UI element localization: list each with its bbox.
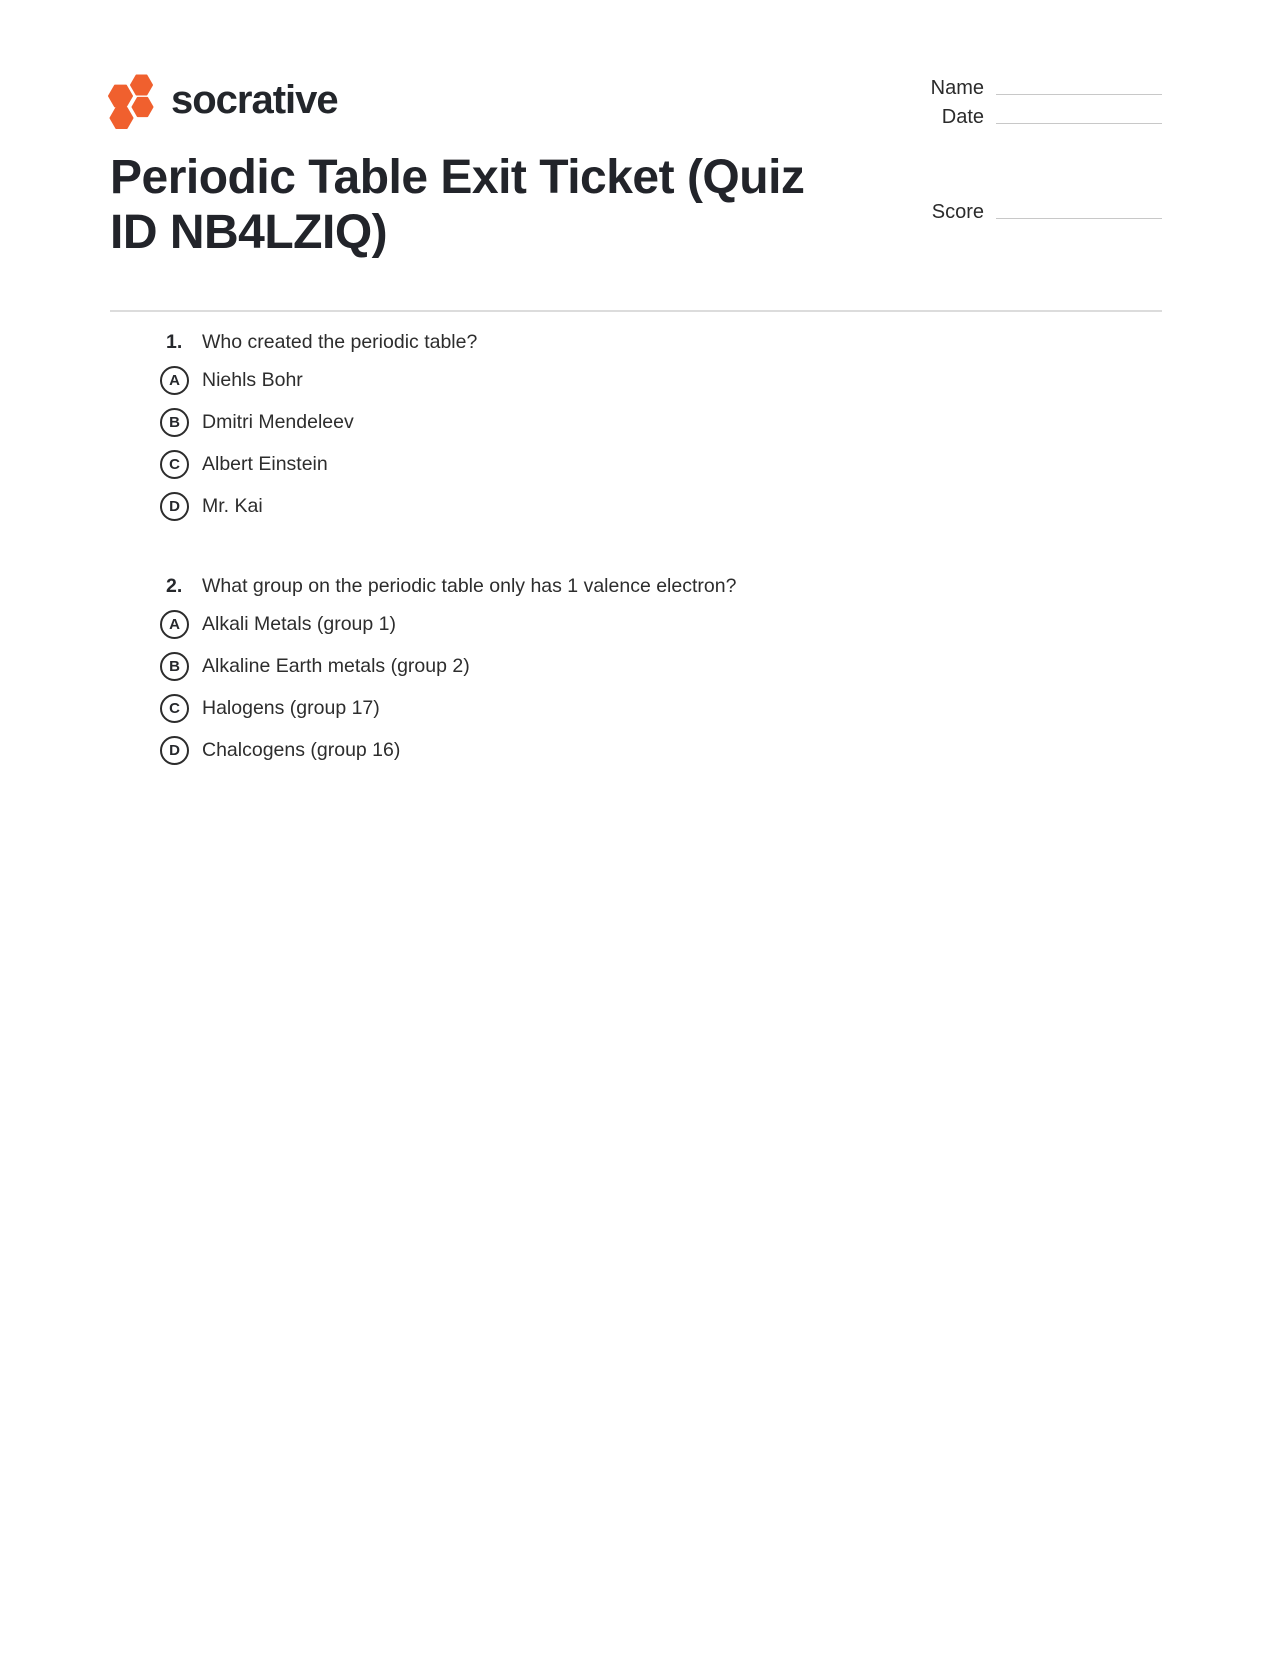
option-bubble-icon xyxy=(160,736,189,765)
brand-wordmark: socrative xyxy=(171,78,338,122)
question-header xyxy=(160,571,1120,601)
option-bubble-icon xyxy=(160,652,189,681)
option-letter: D xyxy=(169,497,180,515)
options-list xyxy=(160,603,1120,771)
question-number: 1. xyxy=(166,330,183,353)
question-header xyxy=(160,327,1120,357)
name-write-in-line xyxy=(996,77,1162,95)
option-bubble-icon xyxy=(160,450,189,479)
option-text: Niehls Bohr xyxy=(202,368,303,391)
question-number: 2. xyxy=(166,574,183,597)
option-letter: C xyxy=(169,699,180,717)
option-letter: B xyxy=(169,657,180,675)
score-field xyxy=(914,198,1162,227)
score-label: Score xyxy=(931,201,984,223)
answer-option xyxy=(160,443,1120,485)
option-text: Halogens (group 17) xyxy=(202,696,380,719)
answer-option xyxy=(160,401,1120,443)
answer-option xyxy=(160,645,1120,687)
answer-option xyxy=(160,603,1120,645)
answer-option xyxy=(160,687,1120,729)
score-field-row xyxy=(914,198,1162,227)
brand-logo xyxy=(100,70,338,130)
answer-option xyxy=(160,359,1120,401)
option-letter: C xyxy=(169,455,180,473)
option-letter: A xyxy=(169,615,180,633)
option-bubble-icon xyxy=(160,492,189,521)
date-write-in-line xyxy=(996,106,1162,124)
option-text: Mr. Kai xyxy=(202,494,263,517)
option-letter: B xyxy=(169,413,180,431)
option-text: Alkali Metals (group 1) xyxy=(202,612,396,635)
name-field-row xyxy=(914,74,1162,103)
question-text: What group on the periodic table only has 1 valence electron? xyxy=(202,574,737,597)
option-letter: D xyxy=(169,741,180,759)
option-bubble-icon xyxy=(160,694,189,723)
date-label: Date xyxy=(941,106,984,128)
date-field-row xyxy=(914,103,1162,132)
question-text: Who created the periodic table? xyxy=(202,330,478,353)
question xyxy=(160,327,1120,527)
answer-option xyxy=(160,729,1120,771)
header-divider xyxy=(110,310,1162,312)
answer-option xyxy=(160,485,1120,527)
option-text: Chalcogens (group 16) xyxy=(202,738,401,761)
questions-list xyxy=(160,327,1120,771)
option-letter: A xyxy=(169,371,180,389)
options-list xyxy=(160,359,1120,527)
hexagon-cluster-icon xyxy=(100,70,162,130)
option-text: Dmitri Mendeleev xyxy=(202,410,354,433)
question xyxy=(160,571,1120,771)
option-bubble-icon xyxy=(160,408,189,437)
option-bubble-icon xyxy=(160,610,189,639)
option-bubble-icon xyxy=(160,366,189,395)
option-text: Alkaline Earth metals (group 2) xyxy=(202,654,470,677)
name-label: Name xyxy=(930,77,984,99)
name-date-fields xyxy=(914,74,1162,132)
score-write-in-line xyxy=(996,201,1162,219)
page-title: Periodic Table Exit Ticket (Quiz ID NB4LZIQ) xyxy=(110,151,805,259)
option-text: Albert Einstein xyxy=(202,452,328,475)
